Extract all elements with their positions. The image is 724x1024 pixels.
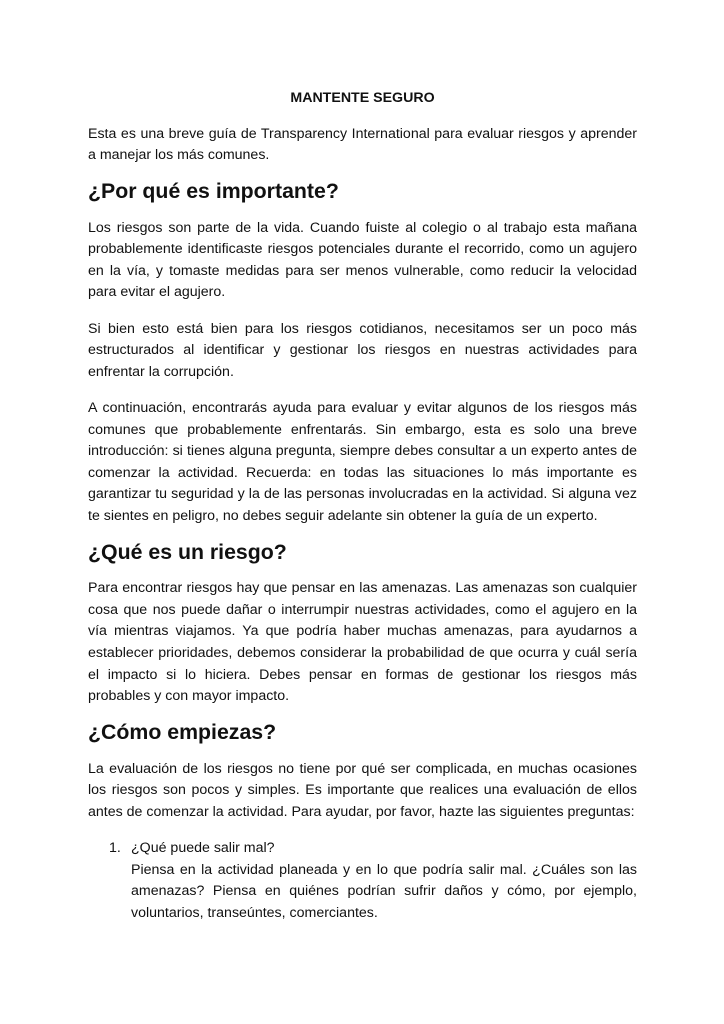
document-page xyxy=(88,88,637,924)
section-heading: ¿Por qué es importante? xyxy=(88,179,339,204)
questions-list xyxy=(88,838,637,924)
section-how-to-start xyxy=(88,722,637,924)
list-item-body: Piensa en la actividad planeada y en lo que podría salir mal. ¿Cuáles son las amenazas? Piensa en quiénes podrían sufrir daños y cómo, por ejemplo, voluntarios, transeúntes, comerciantes. xyxy=(131,861,637,921)
list-item-title: ¿Qué puede salir mal? xyxy=(131,839,275,856)
section-why-important xyxy=(88,181,637,527)
paragraph: La evaluación de los riesgos no tiene por qué ser complicada, en muchas ocasiones los riesgos son pocos y simples. Es importante que realices una evaluación de ellos antes de comenzar la actividad. Para ayudar, por favor, hazte las siguientes preguntas: xyxy=(88,760,637,820)
section-heading: ¿Qué es un riesgo? xyxy=(88,540,287,565)
paragraph: Los riesgos son parte de la vida. Cuando fuiste al colegio o al trabajo esta mañana probablemente identificaste riesgos potenciales durante el recorrido, como un agujero en la vía, y tomaste medidas para ser menos vulnerable, como reducir la velocidad para evitar el agujero. xyxy=(88,219,637,301)
section-heading: ¿Cómo empiezas? xyxy=(88,720,277,745)
document-title: MANTENTE SEGURO xyxy=(290,90,435,106)
intro-paragraph: Esta es una breve guía de Transparency International para evaluar riesgos y aprender a manejar los más comunes. xyxy=(88,125,637,164)
paragraph: A continuación, encontrarás ayuda para evaluar y evitar algunos de los riesgos más comunes que probablemente enfrentarás. Sin embargo, esta es solo una breve introducción: si tienes alguna pregunta, siempre debes consultar a un experto antes de comenzar la actividad. Recuerda: en todas las situaciones lo más importante es garantizar tu seguridad y la de las personas involucradas en la actividad. Si alguna vez te sientes en peligro, no debes seguir adelante sin obtener la guía de un experto. xyxy=(88,399,637,524)
section-what-is-risk xyxy=(88,542,637,708)
paragraph: Si bien esto está bien para los riesgos cotidianos, necesitamos ser un poco más estructurados al identificar y gestionar los riesgos en nuestras actividades para enfrentar la corrupción. xyxy=(88,320,637,380)
paragraph: Para encontrar riesgos hay que pensar en las amenazas. Las amenazas son cualquier cosa que nos puede dañar o interrumpir nuestras actividades, como el agujero en la vía mientras viajamos. Ya que podría haber muchas amenazas, para ayudarnos a establecer prioridades, debemos considerar la probabilidad de que ocurra y cuál sería el impacto si lo hiciera. Debes pensar en formas de gestionar los riesgos más probables y con mayor impacto. xyxy=(88,580,637,705)
list-item xyxy=(88,838,637,924)
list-item-number: 1. xyxy=(109,839,121,856)
